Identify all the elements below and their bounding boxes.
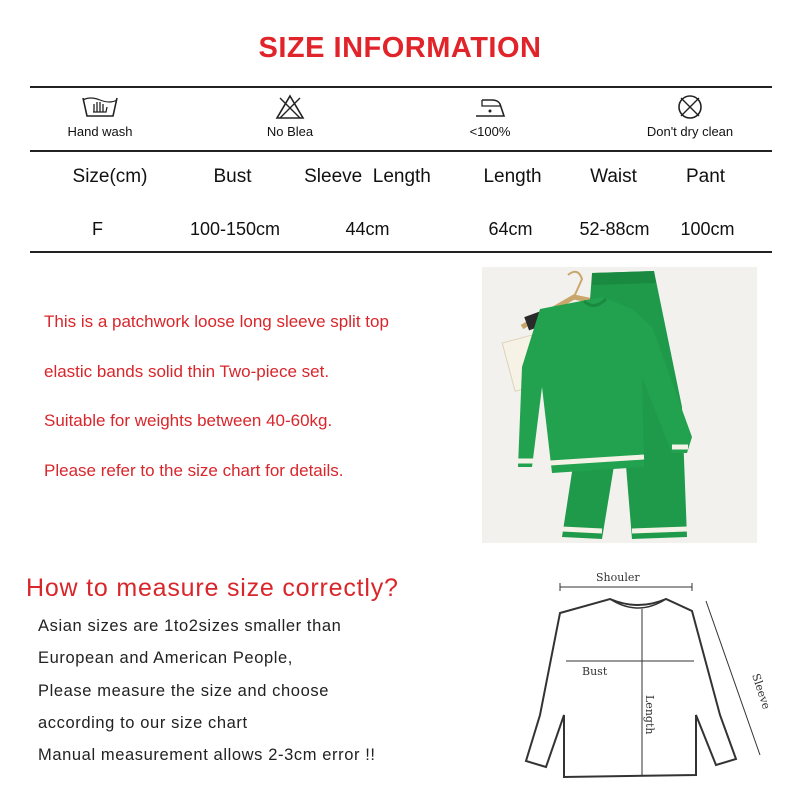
hand-wash-icon [80, 94, 120, 120]
diagram-label-length: Length [643, 695, 656, 735]
howto-note: Asian sizes are 1to2sizes smaller than [38, 617, 342, 635]
divider [30, 251, 772, 253]
table-header-length: Length [483, 166, 542, 187]
care-no-dry-clean [605, 94, 775, 139]
description-line: Suitable for weights between 40-60kg. [44, 411, 333, 430]
table-cell-length: 64cm [488, 219, 533, 239]
howto-note: Please measure the size and choose [38, 682, 329, 700]
care-label: Don't dry clean [646, 124, 734, 139]
description-line: Please refer to the size chart for details. [44, 461, 344, 480]
howto-note: European and American People, [38, 649, 293, 667]
table-cell-sleeve-length: 44cm [345, 219, 390, 239]
table-header-size: Size(cm) [72, 166, 148, 187]
table-header-pant: Pant [685, 166, 726, 187]
diagram-label-bust: Bust [582, 665, 608, 678]
table-header-sleeve-length: Sleeve Length [304, 166, 431, 187]
care-label: Hand wash [67, 124, 133, 139]
description-line: elastic bands solid thin Two-piece set. [44, 362, 330, 381]
diagram-label-shoulder: Shouler [596, 571, 640, 584]
care-iron [405, 94, 575, 139]
no-dry-clean-icon [675, 94, 705, 120]
divider [30, 86, 772, 88]
no-bleach-icon [275, 94, 305, 120]
table-cell-bust: 100-150cm [189, 219, 281, 239]
care-hand-wash [15, 94, 185, 139]
table-cell-size: F [92, 219, 103, 239]
divider [30, 150, 772, 152]
sweater-outline [526, 599, 736, 777]
howto-note: according to our size chart [38, 714, 248, 732]
howto-note: Manual measurement allows 2-3cm error !! [38, 746, 376, 764]
care-label: <100% [469, 124, 511, 139]
diagram-label-sleeve: Sleeve [749, 671, 773, 711]
measurement-diagram [520, 565, 790, 795]
care-label: No Blea [266, 124, 314, 139]
description-line: This is a patchwork loose long sleeve split top [44, 312, 389, 331]
table-header-waist: Waist [590, 166, 637, 187]
table-cell-waist: 52-88cm [579, 219, 650, 239]
page-title: SIZE INFORMATION [258, 32, 542, 64]
care-no-bleach [205, 94, 375, 139]
iron-icon [470, 94, 510, 120]
table-cell-pant: 100cm [680, 219, 735, 239]
howto-title: How to measure size correctly? [26, 574, 399, 602]
table-header-bust: Bust [213, 166, 252, 187]
product-photo [482, 267, 757, 543]
